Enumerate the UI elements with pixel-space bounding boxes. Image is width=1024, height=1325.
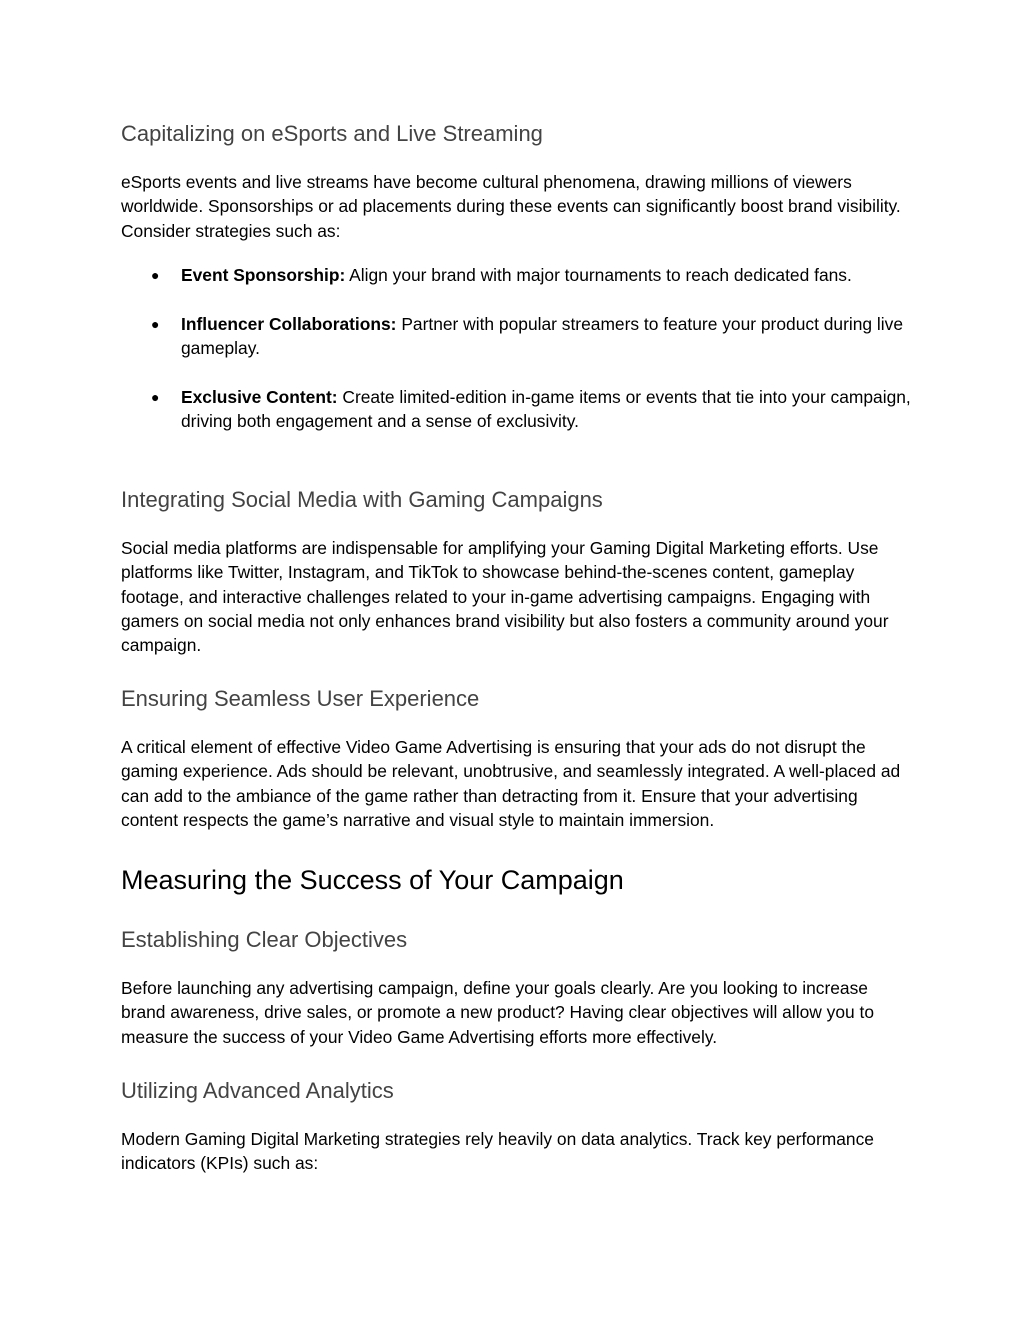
list-item — [121, 263, 911, 287]
analytics-paragraph: Modern Gaming Digital Marketing strategies rely heavily on data analytics. Track key performance indicators (KPIs) such as: — [121, 1129, 874, 1174]
bullet-text: Align your brand with major tournaments to reach dedicated fans. — [345, 265, 852, 285]
bullet-label: Exclusive Content: — [181, 386, 338, 407]
social-media-heading: Integrating Social Media with Gaming Campaigns — [121, 487, 603, 512]
list-item — [121, 312, 911, 361]
esports-strategy-list — [121, 263, 911, 458]
list-item — [121, 385, 911, 434]
user-experience-heading: Ensuring Seamless User Experience — [121, 686, 480, 711]
objectives-paragraph: Before launching any advertising campaign, define your goals clearly. Are you looking to increase brand awareness, drive sales, or promote a new product? Having clear objectives will allow you to measure the success of your Video Game Advertising efforts more effectively. — [121, 978, 875, 1047]
bullet-icon: ● — [151, 388, 160, 405]
analytics-heading: Utilizing Advanced Analytics — [121, 1078, 394, 1103]
esports-intro-paragraph: eSports events and live streams have become cultural phenomena, drawing millions of viewers worldwide. Sponsorships or ad placements during these events can significantly boost brand visibility. Consider strategies such as: — [121, 172, 901, 241]
bullet-label: Event Sponsorship: — [181, 265, 346, 285]
user-experience-paragraph: A critical element of effective Video Game Advertising is ensuring that your ads do not disrupt the gaming experience. Ads should be relevant, unobtrusive, and seamlessly integrated. A well-placed ad can add to the ambiance of the game rather than detracting from it. Ensure that your advertising content respects the game’s narrative and visual style to maintain immersion. — [121, 737, 901, 830]
social-media-paragraph: Social media platforms are indispensable for amplifying your Gaming Digital Marketing efforts. Use platforms like Twitter, Instagram, and TikTok to showcase behind-the-scenes content, gameplay footage, and interactive challenges related to your in-game advertising campaigns. Engaging with gamers on social media not only enhances brand visibility but also fosters a community around your campaign. — [121, 538, 889, 656]
bullet-icon: ● — [151, 267, 160, 283]
objectives-heading: Establishing Clear Objectives — [121, 927, 408, 952]
bullet-text: Partner with popular streamers to feature your product during live gameplay. — [181, 313, 903, 359]
bullet-label: Influencer Collaborations: — [181, 313, 397, 334]
bullet-icon: ● — [151, 315, 160, 332]
measuring-success-heading: Measuring the Success of Your Campaign — [121, 865, 624, 895]
bullet-text: Create limited-edition in-game items or events that tie into your campaign, driving both engagement and a sense of exclusivity. — [181, 386, 911, 432]
esports-heading: Capitalizing on eSports and Live Streaming — [121, 121, 543, 146]
